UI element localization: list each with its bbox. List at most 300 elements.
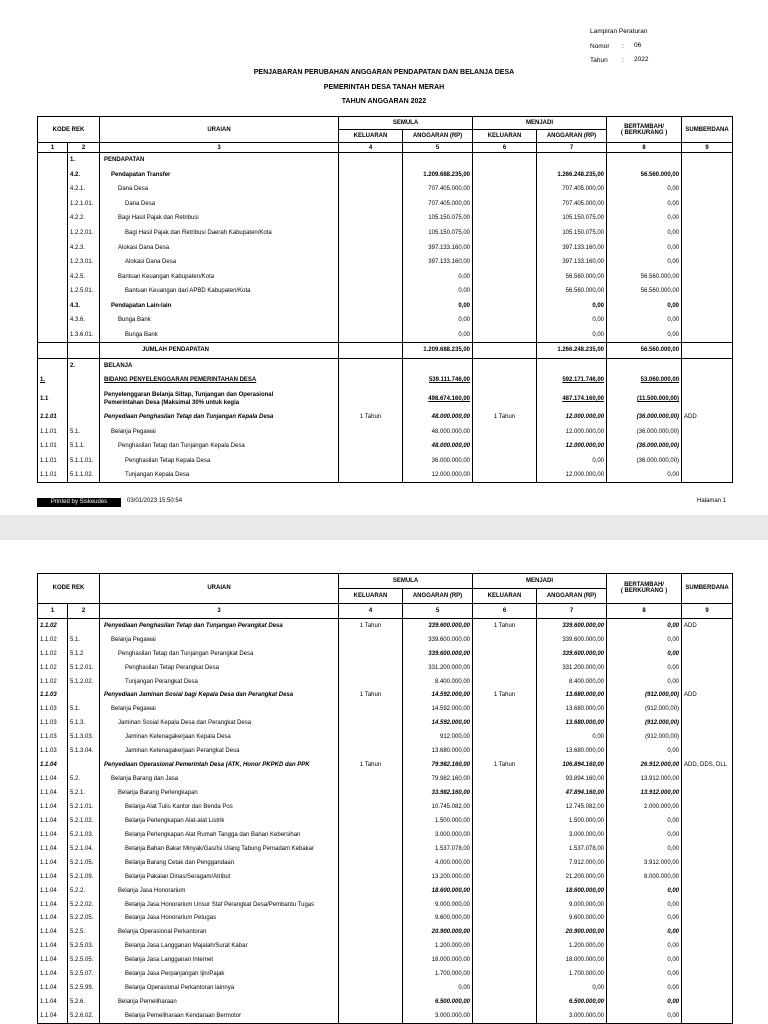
anggaran-semula: 48.000.000,00	[403, 410, 473, 425]
keluaran-semula	[339, 730, 403, 744]
table-row	[38, 255, 733, 270]
kode-rek-1: 1.1.04	[38, 856, 68, 870]
kode-rek-2: 5.2.2.	[68, 884, 100, 898]
table-row	[38, 240, 733, 255]
keluaran-menjadi	[473, 772, 537, 786]
table-row	[38, 842, 733, 856]
anggaran-menjadi: 1.266.248.235,00	[537, 168, 607, 183]
col-kode-rek: KODE REK	[38, 117, 100, 143]
anggaran-menjadi: 8.400.000,00	[537, 675, 607, 689]
keluaran-semula: 1 Tahun	[339, 618, 403, 632]
column-number: 8	[607, 143, 682, 153]
kode-rek-2: 2.	[68, 358, 100, 373]
col-sumberdana: SUMBERDANA	[682, 117, 733, 143]
kode-rek-2: 4.2.	[68, 168, 100, 183]
kode-rek-1: 1.1.01	[38, 468, 68, 483]
anggaran-menjadi: 1.537.078,00	[537, 842, 607, 856]
sumberdana-cell: ADD	[682, 618, 733, 632]
keluaran-semula	[339, 647, 403, 661]
table-row	[38, 424, 733, 439]
kode-rek-2	[68, 618, 100, 632]
anggaran-menjadi: 0,00	[537, 298, 607, 313]
header-row	[38, 574, 733, 589]
uraian-text: Belanja Jasa Honorarium Petugas	[125, 915, 217, 922]
bertambah-berkurang: 0,00	[607, 675, 682, 689]
table-row	[38, 716, 733, 730]
uraian-cell	[100, 758, 339, 772]
kode-rek-1	[38, 343, 68, 359]
uraian-cell	[100, 453, 339, 468]
column-number: 7	[537, 603, 607, 618]
anggaran-semula: 12.000.000,00	[403, 468, 473, 483]
col-bertambah-line1: BERTAMBAH/	[624, 123, 664, 130]
anggaran-semula: 14.592.000,00	[403, 716, 473, 730]
anggaran-semula: 3.000.000,00	[403, 1009, 473, 1023]
uraian-cell	[100, 182, 339, 197]
anggaran-semula: 0,00	[403, 328, 473, 343]
keluaran-menjadi	[473, 168, 537, 183]
uraian-text: Jaminan Ketenagakerjaan Perangkat Desa	[125, 748, 240, 755]
keluaran-menjadi	[473, 182, 537, 197]
table-row	[38, 870, 733, 884]
uraian-text: Belanja Jasa Perpanjangan Ijin/Pajak	[125, 971, 225, 978]
anggaran-menjadi: 592.171.746,00	[537, 373, 607, 388]
keluaran-semula	[339, 633, 403, 647]
sumberdana-cell	[682, 856, 733, 870]
col-keluaran-semula: KELUARAN	[339, 130, 403, 143]
kode-rek-1: 1.1.04	[38, 939, 68, 953]
kode-rek-2: 5.1.1.	[68, 439, 100, 454]
keluaran-menjadi	[473, 388, 537, 410]
bertambah-berkurang	[607, 358, 682, 373]
uraian-text: Belanja Jasa Honorarium	[118, 887, 186, 894]
keluaran-semula	[339, 786, 403, 800]
anggaran-semula: 79.982.160,00	[403, 758, 473, 772]
table-row	[38, 730, 733, 744]
uraian-cell	[100, 661, 339, 675]
uraian-text: Penyelenggaran Belanja Siltap, Tunjangan dan Operasional	[104, 391, 274, 398]
column-number: 1	[38, 143, 68, 153]
anggaran-menjadi: 6.500.000,00	[537, 995, 607, 1009]
kode-rek-2: 5.1.	[68, 702, 100, 716]
keluaran-semula	[339, 240, 403, 255]
uraian-cell	[100, 856, 339, 870]
uraian-cell	[100, 786, 339, 800]
sumberdana-cell	[682, 226, 733, 241]
sumberdana-cell	[682, 870, 733, 884]
kode-rek-2: 1.2.2.01.	[68, 226, 100, 241]
uraian-cell	[100, 269, 339, 284]
sumberdana-cell	[682, 716, 733, 730]
uraian-cell	[100, 800, 339, 814]
sumberdana-cell: ADD	[682, 689, 733, 703]
anggaran-semula: 331.200.000,00	[403, 661, 473, 675]
uraian-cell	[100, 870, 339, 884]
col-uraian: URAIAN	[100, 117, 339, 143]
kode-rek-2: 5.1.	[68, 424, 100, 439]
sumberdana-cell	[682, 675, 733, 689]
bertambah-berkurang: 0,00	[607, 995, 682, 1009]
anggaran-semula: 339.600.000,00	[403, 618, 473, 632]
anggaran-semula: 912.000,00	[403, 730, 473, 744]
bertambah-berkurang: 0,00	[607, 1009, 682, 1023]
keluaran-menjadi	[473, 912, 537, 926]
keluaran-menjadi	[473, 373, 537, 388]
keluaran-semula	[339, 939, 403, 953]
sumberdana-cell	[682, 358, 733, 373]
anggaran-menjadi: 13.680.000,00	[537, 702, 607, 716]
sumberdana-cell	[682, 1009, 733, 1023]
budget-table-page-2	[37, 573, 733, 1024]
keluaran-semula	[339, 842, 403, 856]
sumberdana-cell: ADD	[682, 410, 733, 425]
keluaran-menjadi	[473, 730, 537, 744]
keluaran-menjadi	[473, 716, 537, 730]
uraian-cell	[100, 842, 339, 856]
table-row	[38, 758, 733, 772]
kode-rek-1: 1.1.01	[38, 453, 68, 468]
kode-rek-2: 5.2.5.03.	[68, 939, 100, 953]
kode-rek-2: 5.2.1.09.	[68, 870, 100, 884]
kode-rek-2	[68, 373, 100, 388]
uraian-text: Jaminan Sosial Kepala Desa dan Perangkat Desa	[118, 720, 252, 727]
sumberdana-cell	[682, 842, 733, 856]
anggaran-semula: 1.500.000,00	[403, 814, 473, 828]
kode-rek-1: 1.1.04	[38, 995, 68, 1009]
anggaran-semula: 397.133.160,00	[403, 255, 473, 270]
kode-rek-1: 1.1.04	[38, 828, 68, 842]
bertambah-berkurang: 0,00	[607, 298, 682, 313]
col-keluaran-menjadi: KELUARAN	[473, 130, 537, 143]
tahun-value: 2022	[634, 56, 649, 63]
anggaran-menjadi: 105.150.075,00	[537, 226, 607, 241]
anggaran-menjadi: 106.894.160,00	[537, 758, 607, 772]
keluaran-menjadi	[473, 898, 537, 912]
uraian-cell	[100, 153, 339, 168]
table-row	[38, 856, 733, 870]
sumberdana-cell	[682, 284, 733, 299]
sumberdana-cell	[682, 313, 733, 328]
anggaran-menjadi: 20.900.000,00	[537, 925, 607, 939]
table-row	[38, 912, 733, 926]
anggaran-menjadi: 707.405.000,00	[537, 197, 607, 212]
kode-rek-1: 1.1.04	[38, 898, 68, 912]
anggaran-menjadi: 12.000.000,00	[537, 424, 607, 439]
kode-rek-1	[38, 168, 68, 183]
sumberdana-cell	[682, 343, 733, 359]
anggaran-menjadi: 13.680.000,00	[537, 744, 607, 758]
bertambah-berkurang: 0,00	[607, 633, 682, 647]
uraian-cell	[100, 939, 339, 953]
bertambah-berkurang: 0,00	[607, 182, 682, 197]
kode-rek-1: 1.1	[38, 388, 68, 410]
kode-rek-2: 5.2.5.07.	[68, 967, 100, 981]
kode-rek-2: 5.1.2	[68, 647, 100, 661]
kode-rek-2: 1.2.3.01.	[68, 255, 100, 270]
anggaran-menjadi: 0,00	[537, 328, 607, 343]
uraian-cell	[100, 168, 339, 183]
anggaran-semula: 48.000.000,00	[403, 424, 473, 439]
anggaran-semula: 3.000.000,00	[403, 828, 473, 842]
bertambah-berkurang: (36.000.000,00)	[607, 453, 682, 468]
keluaran-menjadi	[473, 814, 537, 828]
uraian-cell	[100, 884, 339, 898]
anggaran-menjadi: 13.680.000,00	[537, 689, 607, 703]
anggaran-semula: 339.600.000,00	[403, 647, 473, 661]
sumberdana-cell	[682, 168, 733, 183]
bertambah-berkurang: 0,00	[607, 912, 682, 926]
keluaran-semula	[339, 168, 403, 183]
anggaran-menjadi: 9.000.000,00	[537, 898, 607, 912]
anggaran-semula: 14.592.000,00	[403, 702, 473, 716]
column-number: 5	[403, 143, 473, 153]
bertambah-berkurang: 0,00	[607, 240, 682, 255]
uraian-text: Bagi Hasil Pajak dan Retribusi	[118, 215, 199, 222]
kode-rek-1: 1.1.02	[38, 633, 68, 647]
sumberdana-cell	[682, 373, 733, 388]
column-number: 1	[38, 603, 68, 618]
kode-rek-1	[38, 269, 68, 284]
kode-rek-1: 1.1.03	[38, 730, 68, 744]
keluaran-menjadi: 1 Tahun	[473, 758, 537, 772]
kode-rek-2: 5.2.5.05.	[68, 953, 100, 967]
sumberdana-cell	[682, 772, 733, 786]
uraian-text: Belanja Pemeliharaan	[118, 999, 177, 1006]
keluaran-semula	[339, 358, 403, 373]
keluaran-menjadi	[473, 925, 537, 939]
bertambah-berkurang: 8.000.000,00	[607, 870, 682, 884]
kode-rek-1: 1.1.04	[38, 772, 68, 786]
uraian-text: Belanja Pakaian Dinas/Seragam/Atribut	[125, 873, 231, 880]
kode-rek-2: 5.2.6.	[68, 995, 100, 1009]
bertambah-berkurang: 0,00	[607, 898, 682, 912]
keluaran-semula	[339, 716, 403, 730]
uraian-cell	[100, 702, 339, 716]
sumberdana-cell	[682, 814, 733, 828]
kode-rek-2: 5.1.1.01.	[68, 453, 100, 468]
bertambah-berkurang: 0,00	[607, 967, 682, 981]
kode-rek-1: 1.1.01	[38, 424, 68, 439]
keluaran-semula	[339, 675, 403, 689]
bertambah-berkurang: 0,00	[607, 313, 682, 328]
keluaran-semula	[339, 814, 403, 828]
keluaran-semula	[339, 284, 403, 299]
keluaran-semula	[339, 995, 403, 1009]
table-row	[38, 633, 733, 647]
kode-rek-1: 1.1.04	[38, 870, 68, 884]
nomor-label: Nomor	[590, 43, 610, 50]
keluaran-menjadi: 1 Tahun	[473, 689, 537, 703]
kode-rek-2: 4.2.2.	[68, 211, 100, 226]
uraian-text: Penyediaan Operasional Pemerintah Desa (ATK, Honor PKPKD dan PPK	[104, 762, 310, 769]
table-row	[38, 702, 733, 716]
uraian-text: JUMLAH PENDAPATAN	[142, 347, 210, 354]
table-row	[38, 1009, 733, 1023]
anggaran-menjadi: 0,00	[537, 981, 607, 995]
bertambah-berkurang: 0,00	[607, 468, 682, 483]
table-row	[38, 939, 733, 953]
kode-rek-2: 4.3.6.	[68, 313, 100, 328]
kode-rek-1	[38, 226, 68, 241]
bertambah-berkurang: 56.560.000,00	[607, 269, 682, 284]
column-number: 7	[537, 143, 607, 153]
keluaran-semula	[339, 197, 403, 212]
kode-rek-1: 1.1.02	[38, 661, 68, 675]
anggaran-menjadi: 0,00	[537, 313, 607, 328]
keluaran-semula	[339, 269, 403, 284]
table-row	[38, 995, 733, 1009]
anggaran-menjadi: 12.745.082,00	[537, 800, 607, 814]
bertambah-berkurang: 2.000.000,00	[607, 800, 682, 814]
kode-rek-1: 1.1.04	[38, 967, 68, 981]
anggaran-menjadi: 0,00	[537, 453, 607, 468]
uraian-cell	[100, 814, 339, 828]
table-row	[38, 675, 733, 689]
sumberdana-cell	[682, 925, 733, 939]
keluaran-menjadi	[473, 328, 537, 343]
keluaran-menjadi	[473, 981, 537, 995]
col-anggaran-semula: ANGGARAN (RP)	[403, 130, 473, 143]
bertambah-berkurang: 0,00	[607, 255, 682, 270]
sumberdana-cell	[682, 468, 733, 483]
column-number-row	[38, 143, 733, 153]
bertambah-berkurang: 56.560.000,00	[607, 168, 682, 183]
col-bertambah-line1: BERTAMBAH/	[624, 582, 664, 589]
anggaran-menjadi: 1.266.248.235,00	[537, 343, 607, 359]
anggaran-semula: 539.111.746,00	[403, 373, 473, 388]
keluaran-menjadi	[473, 939, 537, 953]
uraian-cell	[100, 647, 339, 661]
budget-table-page-1	[37, 116, 733, 483]
uraian-cell	[100, 744, 339, 758]
anggaran-semula: 18.000.000,00	[403, 953, 473, 967]
uraian-text: Alokasi Dana Desa	[125, 259, 177, 266]
uraian-cell	[100, 313, 339, 328]
sumberdana-cell	[682, 981, 733, 995]
table-row	[38, 373, 733, 388]
uraian-text: Bantuan Keuangan Kabupaten/Kota	[118, 273, 215, 280]
uraian-cell	[100, 298, 339, 313]
kode-rek-2: 1.3.6.01.	[68, 328, 100, 343]
anggaran-semula: 36.000.000,00	[403, 453, 473, 468]
kode-rek-2: 4.3.	[68, 298, 100, 313]
uraian-text: Belanja Jasa Langganan Majalah/Surat Kabar	[125, 943, 248, 950]
kode-rek-2	[68, 758, 100, 772]
col-bertambah-line2: ( BERKURANG )	[620, 129, 668, 136]
bertambah-berkurang	[607, 153, 682, 168]
anggaran-semula	[403, 153, 473, 168]
kode-rek-2: 1.2.5.01.	[68, 284, 100, 299]
anggaran-semula: 9.000.000,00	[403, 898, 473, 912]
sumberdana-cell	[682, 153, 733, 168]
table-row	[38, 328, 733, 343]
kode-rek-1: 1.1.04	[38, 981, 68, 995]
col-semula: SEMULA	[339, 574, 473, 589]
sumberdana-cell	[682, 328, 733, 343]
anggaran-menjadi: 13.680.000,00	[537, 716, 607, 730]
kode-rek-1: 1.1.04	[38, 1009, 68, 1023]
kode-rek-2: 5.2.2.05.	[68, 912, 100, 926]
anggaran-semula: 10.745.082,00	[403, 800, 473, 814]
kode-rek-1: 1.1.02	[38, 675, 68, 689]
sumberdana-cell	[682, 182, 733, 197]
anggaran-menjadi: 105.150.075,00	[537, 211, 607, 226]
bertambah-berkurang: 0,00	[607, 842, 682, 856]
anggaran-menjadi: 339.600.000,00	[537, 633, 607, 647]
uraian-cell	[100, 424, 339, 439]
uraian-text: BIDANG PENYELENGGARAN PEMERINTAHAN DESA	[104, 377, 257, 384]
keluaran-menjadi	[473, 842, 537, 856]
kode-rek-1: 1.1.02	[38, 647, 68, 661]
keluaran-semula	[339, 1009, 403, 1023]
sumberdana-cell	[682, 269, 733, 284]
bertambah-berkurang: (912.000,00)	[607, 702, 682, 716]
keluaran-menjadi	[473, 800, 537, 814]
bertambah-berkurang: 56.560.000,00	[607, 284, 682, 299]
kode-rek-1: 1.1.02	[38, 618, 68, 632]
bertambah-berkurang: 13.912.000,00	[607, 772, 682, 786]
sumberdana-cell	[682, 197, 733, 212]
keluaran-menjadi	[473, 870, 537, 884]
col-kode-rek: KODE REK	[38, 574, 100, 604]
uraian-text: Bunga Bank	[118, 317, 151, 324]
kode-rek-2: 5.1.1.02.	[68, 468, 100, 483]
keluaran-menjadi: 1 Tahun	[473, 618, 537, 632]
bertambah-berkurang: 0,00	[607, 226, 682, 241]
kode-rek-1: 1.1.04	[38, 800, 68, 814]
kode-rek-1	[38, 284, 68, 299]
uraian-text: Belanja Pegawai	[111, 706, 156, 713]
anggaran-menjadi: 21.200.000,00	[537, 870, 607, 884]
keluaran-menjadi	[473, 197, 537, 212]
keluaran-semula	[339, 870, 403, 884]
uraian-cell	[100, 343, 339, 359]
anggaran-menjadi: 339.600.000,00	[537, 618, 607, 632]
keluaran-menjadi	[473, 647, 537, 661]
sumberdana-cell: ADD, DDS, DLL	[682, 758, 733, 772]
keluaran-semula	[339, 828, 403, 842]
col-keluaran-menjadi: KELUARAN	[473, 588, 537, 603]
anggaran-semula: 6.500.000,00	[403, 995, 473, 1009]
keluaran-semula	[339, 439, 403, 454]
anggaran-semula	[403, 358, 473, 373]
uraian-text: Penghasilan Tetap Perangkat Desa	[125, 664, 219, 671]
uraian-text: Bunga Bank	[125, 331, 158, 338]
uraian-text: Jaminan Ketenagakerjaan Kepala Desa	[125, 734, 231, 741]
kode-rek-1	[38, 211, 68, 226]
bertambah-berkurang: (912.000,00)	[607, 689, 682, 703]
uraian-text: Belanja Barang Perlengkapan	[118, 790, 198, 797]
kode-rek-2: 4.2.1.	[68, 182, 100, 197]
keluaran-menjadi	[473, 211, 537, 226]
bertambah-berkurang: 53.060.000,00	[607, 373, 682, 388]
bertambah-berkurang: 0,00	[607, 328, 682, 343]
uraian-text: Belanja Barang Cetak dan Penggandaan	[125, 859, 235, 866]
uraian-cell	[100, 981, 339, 995]
table-row	[38, 772, 733, 786]
keluaran-semula	[339, 255, 403, 270]
kode-rek-1: 1.1.04	[38, 786, 68, 800]
anggaran-menjadi: 7.912.000,00	[537, 856, 607, 870]
col-anggaran-menjadi: ANGGARAN (RP)	[537, 588, 607, 603]
column-number: 6	[473, 603, 537, 618]
uraian-text: Bantuan Keuangan dari APBD Kabupaten/Kota	[125, 288, 251, 295]
keluaran-menjadi	[473, 744, 537, 758]
uraian-cell	[100, 468, 339, 483]
keluaran-semula	[339, 298, 403, 313]
sumberdana-cell	[682, 255, 733, 270]
keluaran-semula: 1 Tahun	[339, 758, 403, 772]
